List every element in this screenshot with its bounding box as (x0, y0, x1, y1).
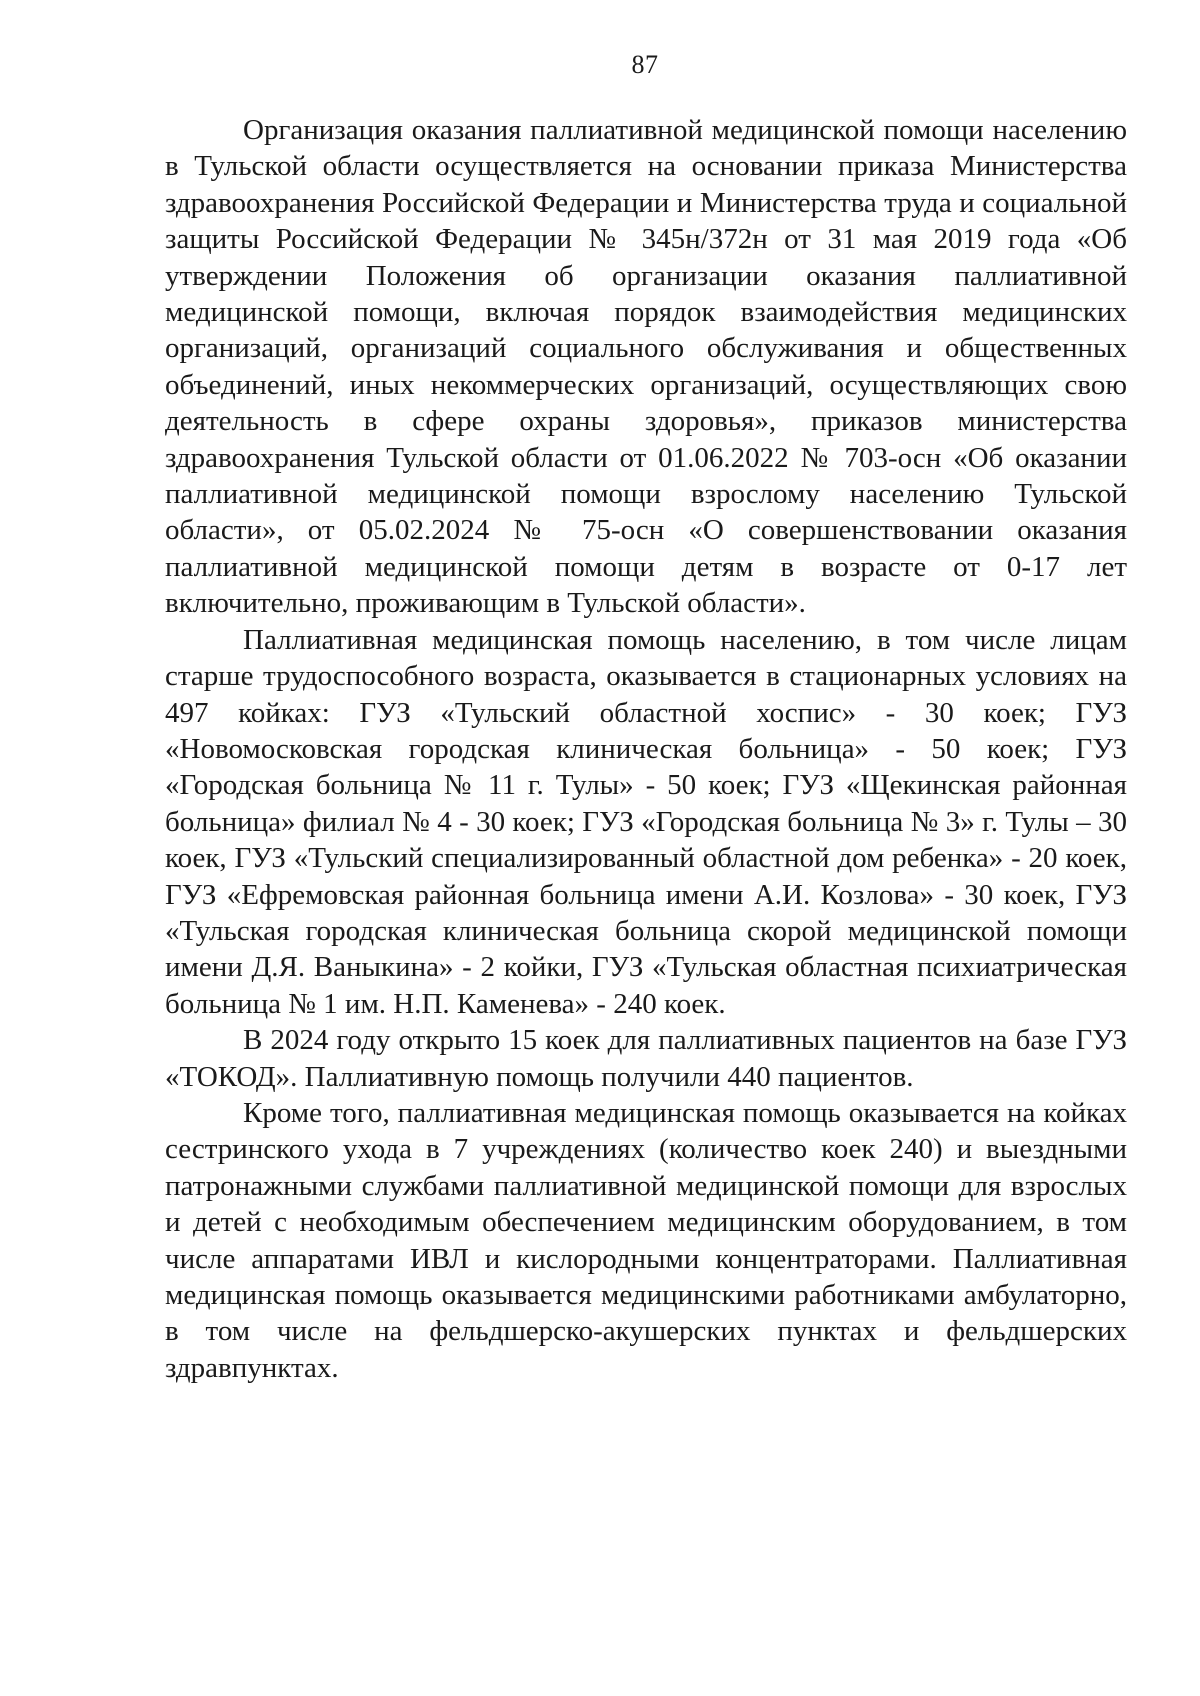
paragraph-tokod-beds-2024: В 2024 году открыто 15 коек для паллиативных пациентов на базе ГУЗ «ТОКОД». Паллиативную помощь получили 440 пациентов. (165, 1024, 1127, 1093)
page-number: 87 (631, 50, 659, 79)
paragraph-nursing-care-outpatient: Кроме того, паллиативная медицинская помощь оказывается на койках сестринского ухода в 7 учреждениях (количество коек 240) и выездными патронажными службами паллиативной медицинской помощи для взрослых и детей с необходимым обеспечением медицинским оборудованием, в том числе аппаратами ИВЛ и кислородными концентраторами. Паллиативная медицинская помощь оказывается медицинскими работниками амбулаторно, в том числе на фельдшерско-акушерских пунктах и фельдшерских здравпунктах. (165, 1096, 1127, 1384)
document-body (165, 112, 1127, 1386)
paragraph-palliative-care-legal-basis: Организация оказания паллиативной медицинской помощи населению в Тульской области осуществляется на основании приказа Министерства здравоохранения Российской Федерации и Министерства труда и социальной защиты Российской Федерации № 345н/372н от 31 мая 2019 года «Об утверждении Положения об организации оказания паллиативной медицинской помощи, включая порядок взаимодействия медицинских организаций, организаций социального обслуживания и общественных объединений, иных некоммерческих организаций, осуществляющих свою деятельность в сфере охраны здоровья», приказов министерства здравоохранения Тульской области от 01.06.2022 № 703-осн «Об оказании паллиативной медицинской помощи взрослому населению Тульской области», от 05.02.2024 № 75-осн «О совершенствовании оказания паллиативной медицинской помощи детям в возрасте от 0-17 лет включительно, проживающим в Тульской области». (165, 114, 1127, 620)
paragraph-inpatient-beds: Паллиативная медицинская помощь населению, в том числе лицам старше трудоспособного возраста, оказывается в стационарных условиях на 497 койках: ГУЗ «Тульский областной хоспис» - 30 коек; ГУЗ «Новомосковская городская клиническая больница» - 50 коек; ГУЗ «Городская больница № 11 г. Тулы» - 50 коек; ГУЗ «Щекинская районная больница» филиал № 4 - 30 коек; ГУЗ «Городская больница № 3» г. Тулы – 30 коек, ГУЗ «Тульский специализированный областной дом ребенка» - 20 коек, ГУЗ «Ефремовская районная больница имени А.И. Козлова» - 30 коек, ГУЗ «Тульская городская клиническая больница скорой медицинской помощи имени Д.Я. Ваныкина» - 2 койки, ГУЗ «Тульская областная психиатрическая больница № 1 им. Н.П. Каменева» - 240 коек. (165, 623, 1127, 1020)
